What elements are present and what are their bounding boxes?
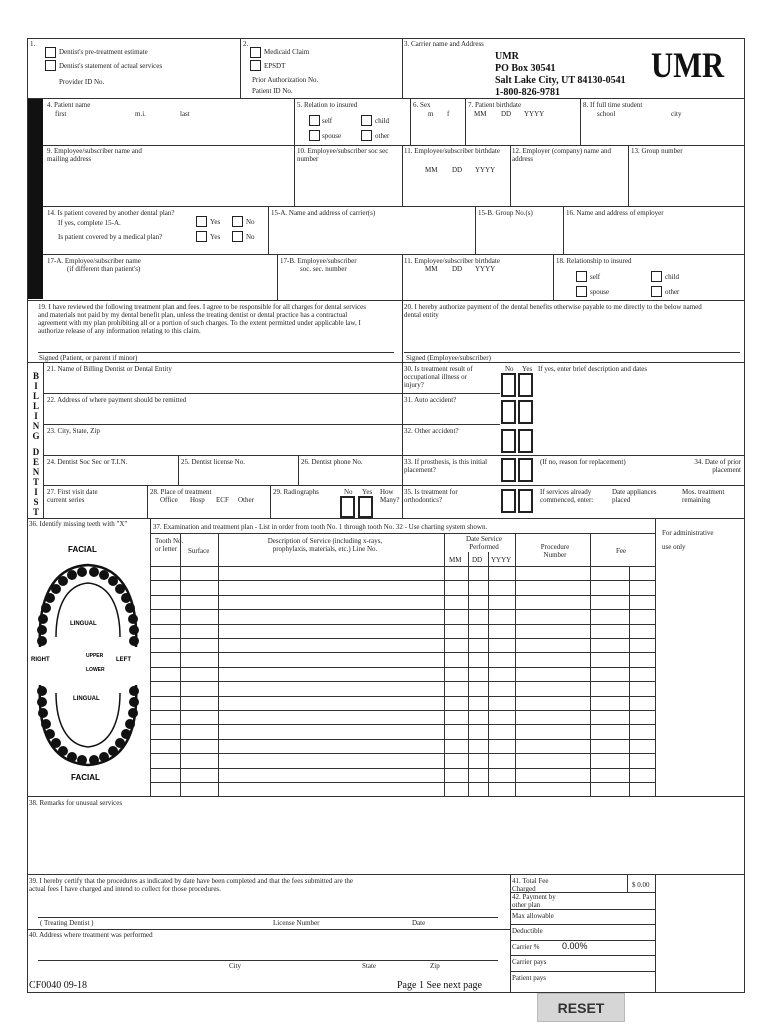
patient-id-label: Patient ID No.: [252, 87, 293, 95]
prior-auth-label: Prior Authorization No.: [252, 76, 319, 84]
plan-row-line: [150, 652, 655, 653]
max-allowable-label: Max allowable: [512, 912, 554, 920]
sub-dd: DD: [452, 265, 463, 273]
col-fee: Fee: [616, 547, 627, 555]
other-yes-box[interactable]: [518, 429, 533, 453]
plan-row-line: [150, 609, 655, 610]
spouse-label: spouse: [322, 132, 342, 140]
prior-placement-label: 34. Date of prior placement: [694, 458, 741, 474]
rad-no-box[interactable]: [340, 496, 355, 518]
place-other: Other: [238, 496, 254, 504]
ssn-label: 10. Employee/subscriber soc sec number: [297, 147, 389, 163]
plan-row-line: [150, 782, 655, 783]
place-label: 28. Place of treatment: [150, 488, 212, 496]
prosth-yes-box[interactable]: [518, 458, 533, 482]
group-no-label: 15-B. Group No.(s): [478, 209, 533, 217]
city-state-zip-label: 23. City, State, Zip: [47, 427, 100, 435]
occ-desc-label: If yes, enter brief description and dates: [538, 365, 648, 373]
occ-yes: Yes: [522, 365, 533, 373]
missing-teeth-label: 36. Identify missing teeth with "X": [29, 520, 128, 528]
birth-mm: MM: [474, 110, 487, 118]
auto-no-box[interactable]: [501, 400, 516, 424]
relationship-label: 18. Relationship to insured: [556, 257, 632, 265]
form-frame: [27, 38, 745, 993]
patient-name-label: 4. Patient name: [47, 101, 91, 109]
prosthesis-label: 33. If prosthesis, is this initial placement?: [404, 458, 488, 474]
billing-side-letter: B: [32, 371, 39, 381]
lingual-bottom: LINGUAL: [73, 696, 100, 702]
dental-yes-checkbox[interactable]: [196, 216, 207, 227]
authorization-text: 19. I have reviewed the following treatment plan and fees. I agree to be responsible for all charges for dental services and materials not paid by my dental benefit plan, unless the treating dentist or dental practice has a contractual agreement with my plan prohibiting all or a portion of such charges. To the extent permitted under applicable law, I authorize release of any information relating to this claim.: [38, 303, 366, 335]
block2-num: 2.: [243, 40, 249, 48]
col-description: Description of Service (including x-rays, prophylaxis, materials, etc.) Line No.: [267, 537, 383, 553]
dentist-side-letter: T: [32, 477, 39, 487]
tin-label: 24. Dentist Soc Sec or T.I.N.: [47, 458, 128, 466]
sex-label: 6. Sex: [413, 101, 431, 109]
child-label: child: [375, 117, 389, 125]
rel-spouse: spouse: [590, 288, 610, 296]
emp-dd: DD: [452, 166, 463, 174]
dentist-side-letter: I: [34, 487, 38, 497]
side-bar: [28, 99, 43, 299]
subscriber-ssn-sub: soc. sec. number: [300, 265, 347, 273]
plan-row-line: [150, 768, 655, 769]
first-visit-label: 27. First visit date current series: [47, 488, 98, 504]
medical-no: No: [246, 233, 255, 241]
treating-dentist-label: ( Treating Dentist ): [40, 919, 94, 927]
city-bottom: City: [229, 962, 242, 970]
medical-yes: Yes: [210, 233, 221, 241]
plan-row-line: [150, 667, 655, 668]
medicaid-checkbox[interactable]: [250, 47, 261, 58]
other-accident-label: 32. Other accident?: [404, 427, 459, 435]
lingual-top: LINGUAL: [70, 621, 97, 627]
occupational-label: 30. Is treatment result of occupational illness or injury?: [404, 365, 473, 389]
facial-top: FACIAL: [68, 545, 97, 554]
epsdt-label: EPSDT: [264, 62, 286, 70]
last-label: last: [180, 110, 190, 118]
upper-arch: [40, 565, 136, 647]
admin-use-label: For administrative use only: [662, 529, 714, 551]
place-hosp: Hosp: [190, 496, 205, 504]
billing-side-letter: I: [34, 411, 38, 421]
place-ecf: ECF: [216, 496, 229, 504]
employee-name-label: 9. Employee/subscriber name and mailing address: [47, 147, 142, 163]
plan-row-line: [150, 580, 655, 581]
plan-row-line: [150, 681, 655, 682]
rad-yes: Yes: [362, 488, 373, 496]
relation-label: 5. Relation to insured: [297, 101, 358, 109]
sub-yyyy: YYYY: [475, 265, 496, 273]
dental-no: No: [246, 218, 255, 226]
sex-m: m: [428, 110, 434, 118]
remarks-label: 38. Remarks for unusual services: [29, 799, 123, 807]
page-indicator: Page 1 See next page: [397, 980, 482, 991]
phone-label: 26. Dentist phone No.: [301, 458, 363, 466]
appliances-label: Date appliances placed: [612, 488, 657, 504]
plan-row-line: [150, 739, 655, 740]
rel-child-checkbox[interactable]: [651, 271, 662, 282]
billing-side-letter: L: [32, 401, 39, 411]
remit-address-label: 22. Address of where payment should be remitted: [47, 396, 187, 404]
auto-yes-box[interactable]: [518, 400, 533, 424]
facial-bottom: FACIAL: [71, 773, 100, 782]
pretreatment-checkbox[interactable]: [45, 47, 56, 58]
rel-self: self: [590, 273, 601, 281]
employer-addr-label: 16. Name and address of employer: [566, 209, 664, 217]
rel-spouse-checkbox[interactable]: [576, 286, 587, 297]
state-bottom: State: [362, 962, 376, 970]
radiographs-label: 29. Radiographs: [273, 488, 319, 496]
actual-services-checkbox[interactable]: [45, 60, 56, 71]
occ-yes-box[interactable]: [518, 373, 533, 397]
other-plan-label: 42. Payment by other plan: [512, 893, 556, 909]
medical-no-checkbox[interactable]: [232, 231, 243, 242]
rad-yes-box[interactable]: [358, 496, 373, 518]
subscriber-name-label: 17-A. Employee/subscriber name: [47, 257, 141, 265]
self-checkbox[interactable]: [309, 115, 320, 126]
replacement-label: (If no, reason for replacement): [540, 458, 626, 466]
plan-row-line: [150, 624, 655, 625]
commenced-label: If services already commenced, enter:: [540, 488, 594, 504]
medical-yes-checkbox[interactable]: [196, 231, 207, 242]
prosth-no-box[interactable]: [501, 458, 516, 482]
carrier-line2: Salt Lake City, UT 84130-0541: [495, 75, 626, 86]
birth-yyyy: YYYY: [524, 110, 545, 118]
complete-15a: If yes, complete 15-A.: [58, 219, 121, 227]
plan-row-line: [150, 710, 655, 711]
emp-birthdate-label: 11. Employee/subscriber birthdate: [404, 147, 500, 155]
dentist-side-letter: N: [32, 467, 40, 477]
carrier-pct-value: 0.00%: [562, 941, 588, 951]
plan-row-line: [150, 638, 655, 639]
ortho-label: 35. Is treatment for orthodontics?: [404, 488, 458, 504]
student-label: 8. If full time student: [583, 101, 643, 109]
self-label: self: [322, 117, 333, 125]
reset-button[interactable]: RESET: [537, 993, 625, 1022]
other-label: other: [375, 132, 390, 140]
deductible-label: Deductible: [512, 927, 543, 935]
left-label: LEFT: [116, 657, 131, 663]
billing-dentist-label: 21. Name of Billing Dentist or Dental Entity: [47, 365, 172, 373]
license-number-label: License Number: [273, 919, 320, 927]
rel-other-checkbox[interactable]: [651, 286, 662, 297]
subscriber-ssn-label: 17-B. Employee/subscriber: [280, 257, 357, 265]
auto-label: 31. Auto accident?: [404, 396, 457, 404]
carrier-phone: 1-800-826-9781: [495, 87, 560, 98]
date-label: Date: [412, 919, 426, 927]
employer-label: 12. Employer (company) name and address: [512, 147, 611, 163]
dentist-side-letter: D: [32, 447, 40, 457]
subscriber-birth-label: 11. Employee/subscriber birthdate: [404, 257, 500, 265]
col-dd: DD: [472, 556, 483, 564]
epsdt-checkbox[interactable]: [250, 60, 261, 71]
ortho-no-box[interactable]: [501, 489, 516, 513]
upper-label: UPPER: [86, 653, 104, 659]
dentist-side-letter: T: [32, 507, 39, 517]
billing-side-letter: L: [32, 391, 39, 401]
col-yyyy: YYYY: [491, 556, 512, 564]
dental-yes: Yes: [210, 218, 221, 226]
birthdate-label: 7. Patient birthdate: [468, 101, 522, 109]
how-many: How Many?: [380, 488, 400, 504]
carrier-pays-label: Carrier pays: [512, 958, 547, 966]
dental-no-checkbox[interactable]: [232, 216, 243, 227]
sex-f: f: [447, 110, 450, 118]
total-fee-label: 41. Total Fee Charged: [512, 877, 549, 893]
col-surface: Surface: [188, 547, 210, 555]
rel-other: other: [665, 288, 680, 296]
assignment-text: 20. I hereby authorize payment of the dental benefits otherwise payable to me directly to the below named dental entity: [404, 303, 702, 319]
rel-self-checkbox[interactable]: [576, 271, 587, 282]
carrier-line1: PO Box 30541: [495, 63, 556, 74]
subscriber-signature: Signed (Employee/subscriber): [406, 354, 491, 362]
school-label: school: [597, 110, 616, 118]
actual-services-label: Dentist's statement of actual services: [59, 62, 163, 70]
plan-row-line: [150, 753, 655, 754]
total-fee-value: $ 0.00: [632, 881, 650, 889]
treatment-plan-label: 37. Examination and treatment plan - List in order from tooth No. 1 through tooth No. 32 - Use charting system shown.: [153, 523, 488, 531]
certification-text: 39. I hereby certify that the procedures as indicated by date have been completed and that the fees submitted are the actual fees I have charged and intend to collect for those procedures.: [29, 877, 354, 893]
carrier-name: UMR: [495, 51, 519, 62]
tooth-chart: [28, 537, 148, 797]
block1-num: 1.: [30, 40, 36, 48]
other-no-box[interactable]: [501, 429, 516, 453]
first-label: first: [55, 110, 67, 118]
carrier-pct-label: Carrier %: [512, 943, 540, 951]
treatment-address-label: 40. Address where treatment was performed: [29, 931, 153, 939]
zip-bottom: Zip: [430, 962, 440, 970]
rel-child: child: [665, 273, 679, 281]
plan-row-line: [150, 724, 655, 725]
form-number: CF0040 09-18: [29, 980, 88, 991]
birth-dd: DD: [501, 110, 512, 118]
dentist-side-letter: E: [32, 457, 39, 467]
months-label: Mos. treatment remaining: [682, 488, 725, 504]
lower-label: LOWER: [86, 667, 105, 673]
child-checkbox[interactable]: [361, 115, 372, 126]
col-procedure: Procedure Number: [540, 543, 570, 559]
subscriber-name-sub: (if different than patient's): [67, 265, 141, 273]
emp-mm: MM: [425, 166, 438, 174]
right-label: RIGHT: [31, 657, 50, 663]
pretreatment-label: Dentist's pre-treatment estimate: [59, 48, 148, 56]
rad-no: No: [344, 488, 353, 496]
spouse-checkbox[interactable]: [309, 130, 320, 141]
dental-plan-q: 14. Is patient covered by another dental plan?: [47, 209, 175, 217]
ortho-yes-box[interactable]: [518, 489, 533, 513]
dentist-side-letter: S: [33, 497, 39, 507]
medicaid-label: Medicaid Claim: [264, 48, 310, 56]
other-checkbox[interactable]: [361, 130, 372, 141]
sub-mm: MM: [425, 265, 438, 273]
billing-side-letter: I: [34, 381, 38, 391]
mi-label: m.i.: [135, 110, 146, 118]
upper-teeth: [37, 567, 139, 646]
provider-id-label: Provider ID No.: [59, 78, 105, 86]
plan-row-line: [150, 696, 655, 697]
plan-row-line: [150, 595, 655, 596]
carrier-label: 3. Carrier name and Address: [404, 40, 484, 48]
emp-yyyy: YYYY: [475, 166, 496, 174]
occ-no-box[interactable]: [501, 373, 516, 397]
billing-side-letter: G: [32, 431, 40, 441]
carriers-label: 15-A. Name and address of carrier(s): [271, 209, 376, 217]
patient-pays-label: Patient pays: [512, 974, 547, 982]
billing-side-letter: N: [32, 421, 40, 431]
place-office: Office: [160, 496, 178, 504]
medical-plan-q: Is patient covered by a medical plan?: [58, 233, 163, 241]
plan-row-line: [150, 566, 655, 567]
city-label: city: [671, 110, 682, 118]
license-label: 25. Dentist license No.: [181, 458, 245, 466]
patient-signature: Signed (Patient, or parent if minor): [39, 354, 138, 362]
umr-logo: UMR: [651, 45, 725, 85]
col-date: Date Service Performed: [466, 535, 502, 551]
col-tooth: Tooth No. or letter: [155, 537, 184, 553]
col-mm: MM: [449, 556, 462, 564]
occ-no: No: [505, 365, 514, 373]
group-label: 13. Group number: [631, 147, 683, 155]
